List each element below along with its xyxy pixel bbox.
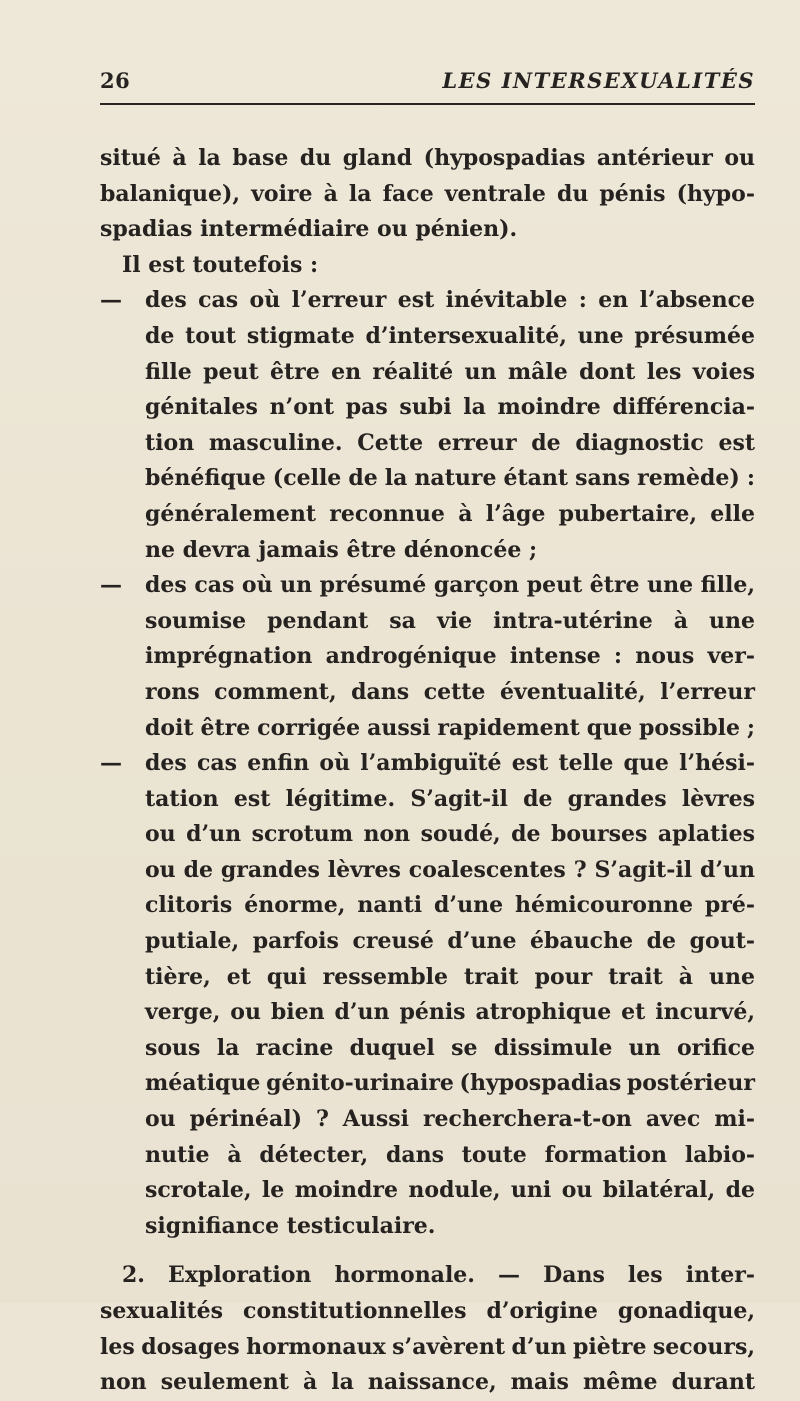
text-line: situé à la base du gland (hypospadias antérieur ou	[100, 145, 755, 171]
text-line: soumise pendant sa vie intra-utérine à une	[145, 607, 755, 634]
text-line: nutie à détecter, dans toute formation labio-	[145, 1141, 755, 1168]
text-line: ou périnéal) ? Aussi recherchera-t-on avec mi-	[145, 1106, 755, 1133]
text-line: ne devra jamais être dénoncée ;	[145, 536, 538, 563]
text-line: non seulement à la naissance, mais même durant	[100, 1369, 755, 1396]
header-rule	[100, 103, 755, 105]
text-line: tière, et qui ressemble trait pour trait à une	[145, 963, 755, 990]
text-line: putiale, parfois creusé d’une ébauche de gout-	[145, 928, 755, 955]
paragraph-intro	[100, 248, 755, 284]
text-line: ou de grandes lèvres coalescentes ? S’agit-il d’un	[145, 856, 755, 883]
em-dash: —	[100, 287, 122, 314]
text-line: sous la racine duquel se dissimule un orifice	[145, 1034, 755, 1061]
page-header	[100, 68, 755, 102]
text-line: Il est toutefois :	[122, 251, 319, 278]
text-line: scrotale, le moindre nodule, uni ou bilatéral, de	[145, 1177, 755, 1204]
paragraph-gap	[100, 1244, 755, 1258]
text-line: spadias intermédiaire ou pénien).	[100, 216, 518, 243]
text-line: les dosages hormonaux s’avèrent d’un piètre secours,	[100, 1333, 755, 1360]
text-line: rons comment, dans cette éventualité, l’erreur	[145, 678, 755, 705]
text-line: ou d’un scrotum non soudé, de bourses aplaties	[145, 821, 755, 848]
text-line: balanique), voire à la face ventrale du pénis (hypo-	[100, 180, 755, 207]
list-item-inevitable-error	[100, 283, 755, 568]
em-dash: —	[100, 750, 122, 777]
text-line: tation est légitime. S’agit-il de grandes lèvres	[145, 785, 755, 812]
paragraph-hormonal-exploration	[100, 1258, 755, 1400]
text-line: sexualités constitutionnelles d’origine gonadique,	[100, 1298, 755, 1324]
text-line: 2. Exploration hormonale. — Dans les inter-	[122, 1262, 755, 1289]
text-line: doit être corrigée aussi rapidement que possible ;	[145, 714, 755, 741]
text-line: méatique génito-urinaire (hypospadias postérieur	[145, 1070, 755, 1097]
text-line: verge, ou bien d’un pénis atrophique et incurvé,	[145, 999, 755, 1026]
text-line: bénéfique (celle de la nature étant sans remède) :	[145, 465, 755, 492]
text-line: clitoris énorme, nanti d’une hémicouronne pré-	[145, 892, 755, 919]
page-number: 26	[100, 68, 131, 93]
text-line: des cas enfin où l’ambiguïté est telle que l’hési-	[145, 750, 755, 777]
text-line: tion masculine. Cette erreur de diagnostic est	[145, 429, 755, 456]
text-line: imprégnation androgénique intense : nous ver-	[145, 643, 755, 670]
running-title: LES INTERSEXUALITÉS	[442, 68, 755, 93]
text-line: génitales n’ont pas subi la moindre différencia-	[145, 394, 755, 421]
body-text	[100, 141, 755, 1401]
text-line: fille peut être en réalité un mâle dont les voies	[145, 358, 755, 385]
list-item-ambiguity	[100, 746, 755, 1244]
text-line: des cas où un présumé garçon peut être une fille,	[145, 572, 755, 599]
em-dash: —	[100, 572, 122, 599]
text-line: généralement reconnue à l’âge pubertaire, elle	[145, 500, 755, 527]
list-item-presumed-boy	[100, 568, 755, 746]
text-line: signifiance testiculaire.	[145, 1212, 436, 1239]
text-line: de tout stigmate d’intersexualité, une présumée	[145, 322, 755, 349]
paragraph-continuation	[100, 141, 755, 248]
text-line: des cas où l’erreur est inévitable : en l’absence	[145, 287, 755, 314]
